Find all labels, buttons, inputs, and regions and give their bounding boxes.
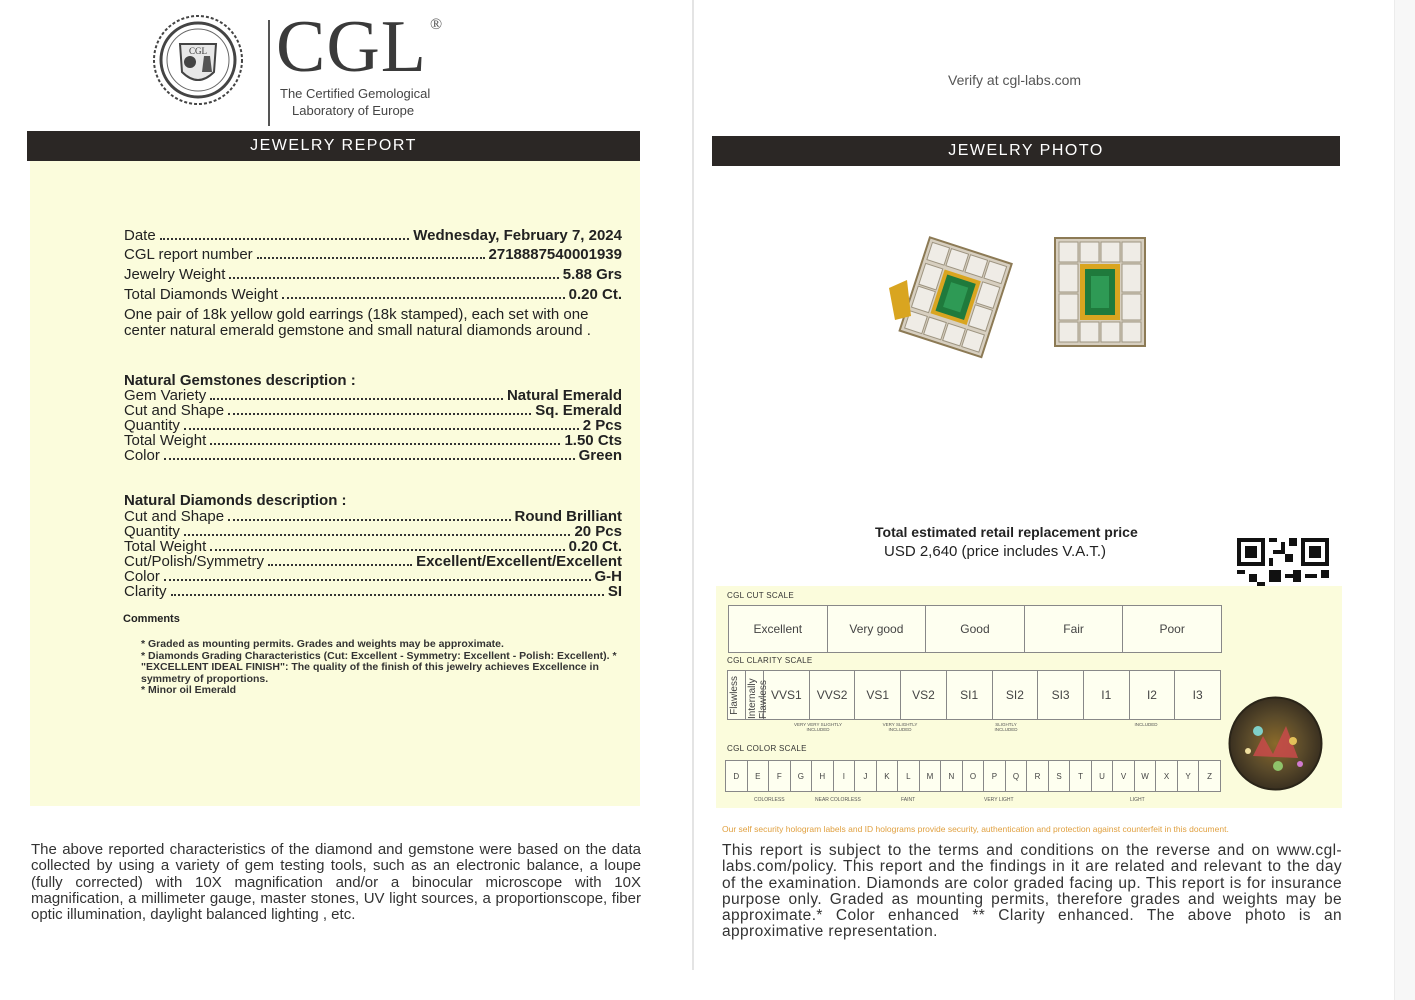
clarity-grade: Internally Flawless: [746, 671, 764, 719]
clarity-group-label: INCLUDED: [1134, 722, 1158, 727]
hologram-note: Our self security hologram labels and ID holograms provide security, authentication and protection against counterfeit in this document.: [722, 824, 1229, 834]
color-scale-caption: CGL COLOR SCALE: [727, 744, 807, 753]
price-title: Total estimated retail replacement price: [875, 524, 1138, 540]
clarity-group-label: SLIGHTLY INCLUDED: [994, 722, 1018, 732]
clarity-grade: I2: [1130, 671, 1176, 719]
page-edge: [1394, 0, 1415, 1000]
testing-disclaimer: The above reported characteristics of the diamond and gemstone were based on the data collected by using a variety of gem testing tools, such as an electronic balance, a loupe (fully corrected) with 10X magnification and/or a binocular microscope with 10X magnification, a millimeter gauge, master stones, UV light sources, a proportionscope, fiber optic illumination, daylight balanced lighting , etc.: [31, 841, 641, 924]
color-grade: G: [791, 761, 813, 791]
clarity-grade: I3: [1192, 688, 1203, 702]
logo-divider: [268, 20, 270, 126]
color-grade: X: [1156, 761, 1178, 791]
color-grade: H: [812, 761, 834, 791]
cut-scale: [728, 605, 1222, 653]
jewelry-report-header: JEWELRY REPORT: [27, 131, 640, 161]
logo-tagline-1: The Certified Gemological: [280, 86, 431, 101]
clarity-group-label: VERY SLIGHTLY INCLUDED: [882, 722, 918, 732]
color-grade: Q: [1006, 761, 1028, 791]
diamond-cut-polish-symmetry: Cut/Polish/Symmetry Excellent/Excellent/Excellent: [124, 553, 622, 570]
gem-cut-shape: Cut and Shape Sq. Emerald: [124, 402, 622, 419]
verify-link[interactable]: Verify at cgl-labs.com: [948, 72, 1082, 88]
clarity-grade: Flawless: [728, 671, 746, 719]
price-value: USD 2,640 (price includes V.A.T.): [884, 543, 1107, 560]
clarity-scale: [727, 670, 1221, 720]
gem-quantity: Quantity 2 Pcs: [124, 417, 622, 434]
comment-line: * Minor oil Emerald: [141, 684, 237, 696]
diamond-quantity: Quantity 20 Pcs: [124, 523, 622, 540]
cut-grade: Poor: [1159, 621, 1185, 636]
seal-icon: [152, 14, 244, 106]
clarity-grade: VS2: [901, 671, 947, 719]
color-grade: M: [920, 761, 942, 791]
gem-total-weight: Total Weight 1.50 Cts: [124, 432, 622, 449]
clarity-grade: VS1: [855, 671, 901, 719]
color-group-label: LIGHT: [1130, 797, 1145, 803]
clarity-group-label: VERY VERY SLIGHTLY INCLUDED: [793, 722, 843, 732]
color-scale: [725, 760, 1221, 792]
gem-color: Color Green: [124, 447, 622, 464]
jewelry-photo-header: JEWELRY PHOTO: [712, 136, 1340, 166]
report-fields: [124, 228, 622, 302]
clarity-grade: VVS1: [764, 671, 810, 719]
gemstones-fields: [124, 388, 622, 463]
field-report-number: CGL report number 2718887540001939: [124, 246, 622, 263]
gem-variety: Gem Variety Natural Emerald: [124, 387, 622, 404]
color-grade: L: [898, 761, 920, 791]
color-grade: U: [1092, 761, 1114, 791]
clarity-grade: I1: [1084, 671, 1130, 719]
logo-tagline-2: Laboratory of Europe: [292, 103, 415, 118]
cut-scale-caption: CGL CUT SCALE: [727, 591, 795, 600]
page-fold: [692, 0, 694, 970]
clarity-grade: SI1: [947, 671, 993, 719]
clarity-grade: SI3: [1038, 671, 1084, 719]
svg-text:CGL: CGL: [189, 46, 207, 56]
color-grade: W: [1135, 761, 1157, 791]
diamond-clarity: Clarity SI: [124, 583, 622, 600]
color-grade: N: [941, 761, 963, 791]
diamonds-fields: [124, 509, 622, 599]
color-group-label: COLORLESS: [754, 797, 785, 803]
color-grade: Y: [1178, 761, 1200, 791]
gemstones-title: Natural Gemstones description :: [124, 372, 356, 389]
color-grade: J: [855, 761, 877, 791]
earrings-photo: [885, 228, 1165, 363]
terms-disclaimer: This report is subject to the terms and conditions on the reverse and on www.cgl-labs.com/policy. This report and the findings in it are related and relevant to the day of the examination. Diamonds are color graded facing up. This report is for insurance purpose only. Graded as mounting permits, therefore grades and weights may be approximate.* Color enhanced ** Clarity enhanced. The above photo is an approximative representation.: [722, 842, 1342, 941]
comments: [141, 639, 621, 697]
color-grade: D: [726, 761, 748, 791]
comments-title: Comments: [123, 613, 180, 625]
registered-mark: ®: [430, 16, 443, 33]
field-date: Date Wednesday, February 7, 2024: [124, 227, 622, 244]
color-grade: V: [1113, 761, 1135, 791]
clarity-grade: SI2: [993, 671, 1039, 719]
color-grade: Z: [1207, 771, 1213, 781]
diamond-total-weight: Total Weight 0.20 Ct.: [124, 538, 622, 555]
diamond-color: Color G-H: [124, 568, 622, 585]
cut-grade: Fair: [1025, 606, 1124, 652]
clarity-scale-caption: CGL CLARITY SCALE: [727, 656, 813, 665]
color-group-label: VERY LIGHT: [984, 797, 1014, 803]
logo-brand: CGL: [276, 6, 427, 88]
color-group-label: FAINT: [901, 797, 916, 803]
cut-grade: Excellent: [729, 606, 828, 652]
diamonds-title: Natural Diamonds description :: [124, 492, 347, 509]
hologram-icon: [1228, 696, 1323, 791]
diamond-cut-shape: Cut and Shape Round Brilliant: [124, 508, 622, 525]
jewelry-description: One pair of 18k yellow gold earrings (18k stamped), each set with one center natural emerald gemstone and small natural diamonds around .: [124, 306, 591, 339]
clarity-grade: VVS2: [810, 671, 856, 719]
color-grade: I: [834, 761, 856, 791]
color-grade: P: [984, 761, 1006, 791]
color-grade: O: [963, 761, 985, 791]
field-jewelry-weight: Jewelry Weight 5.88 Grs: [124, 266, 622, 283]
cut-grade: Good: [926, 606, 1025, 652]
comment-line: * Diamonds Grading Characteristics (Cut: Excellent - Symmetry: Excellent - Polish: Excellent). * "EXCELLENT IDEAL FINISH": The quality of the finish of this jewelry achieves Excellence in symmetry of proportions.: [141, 649, 617, 685]
cgl-logo: [152, 6, 452, 124]
color-grade: E: [748, 761, 770, 791]
color-grade: R: [1027, 761, 1049, 791]
cut-grade: Very good: [828, 606, 927, 652]
color-grade: K: [877, 761, 899, 791]
color-grade: T: [1070, 761, 1092, 791]
comment-line: * Graded as mounting permits. Grades and weights may be approximate.: [141, 638, 504, 650]
color-group-label: NEAR COLORLESS: [815, 797, 861, 803]
color-grade: S: [1049, 761, 1071, 791]
field-total-diamonds-weight: Total Diamonds Weight 0.20 Ct.: [124, 286, 622, 303]
color-grade: F: [769, 761, 791, 791]
